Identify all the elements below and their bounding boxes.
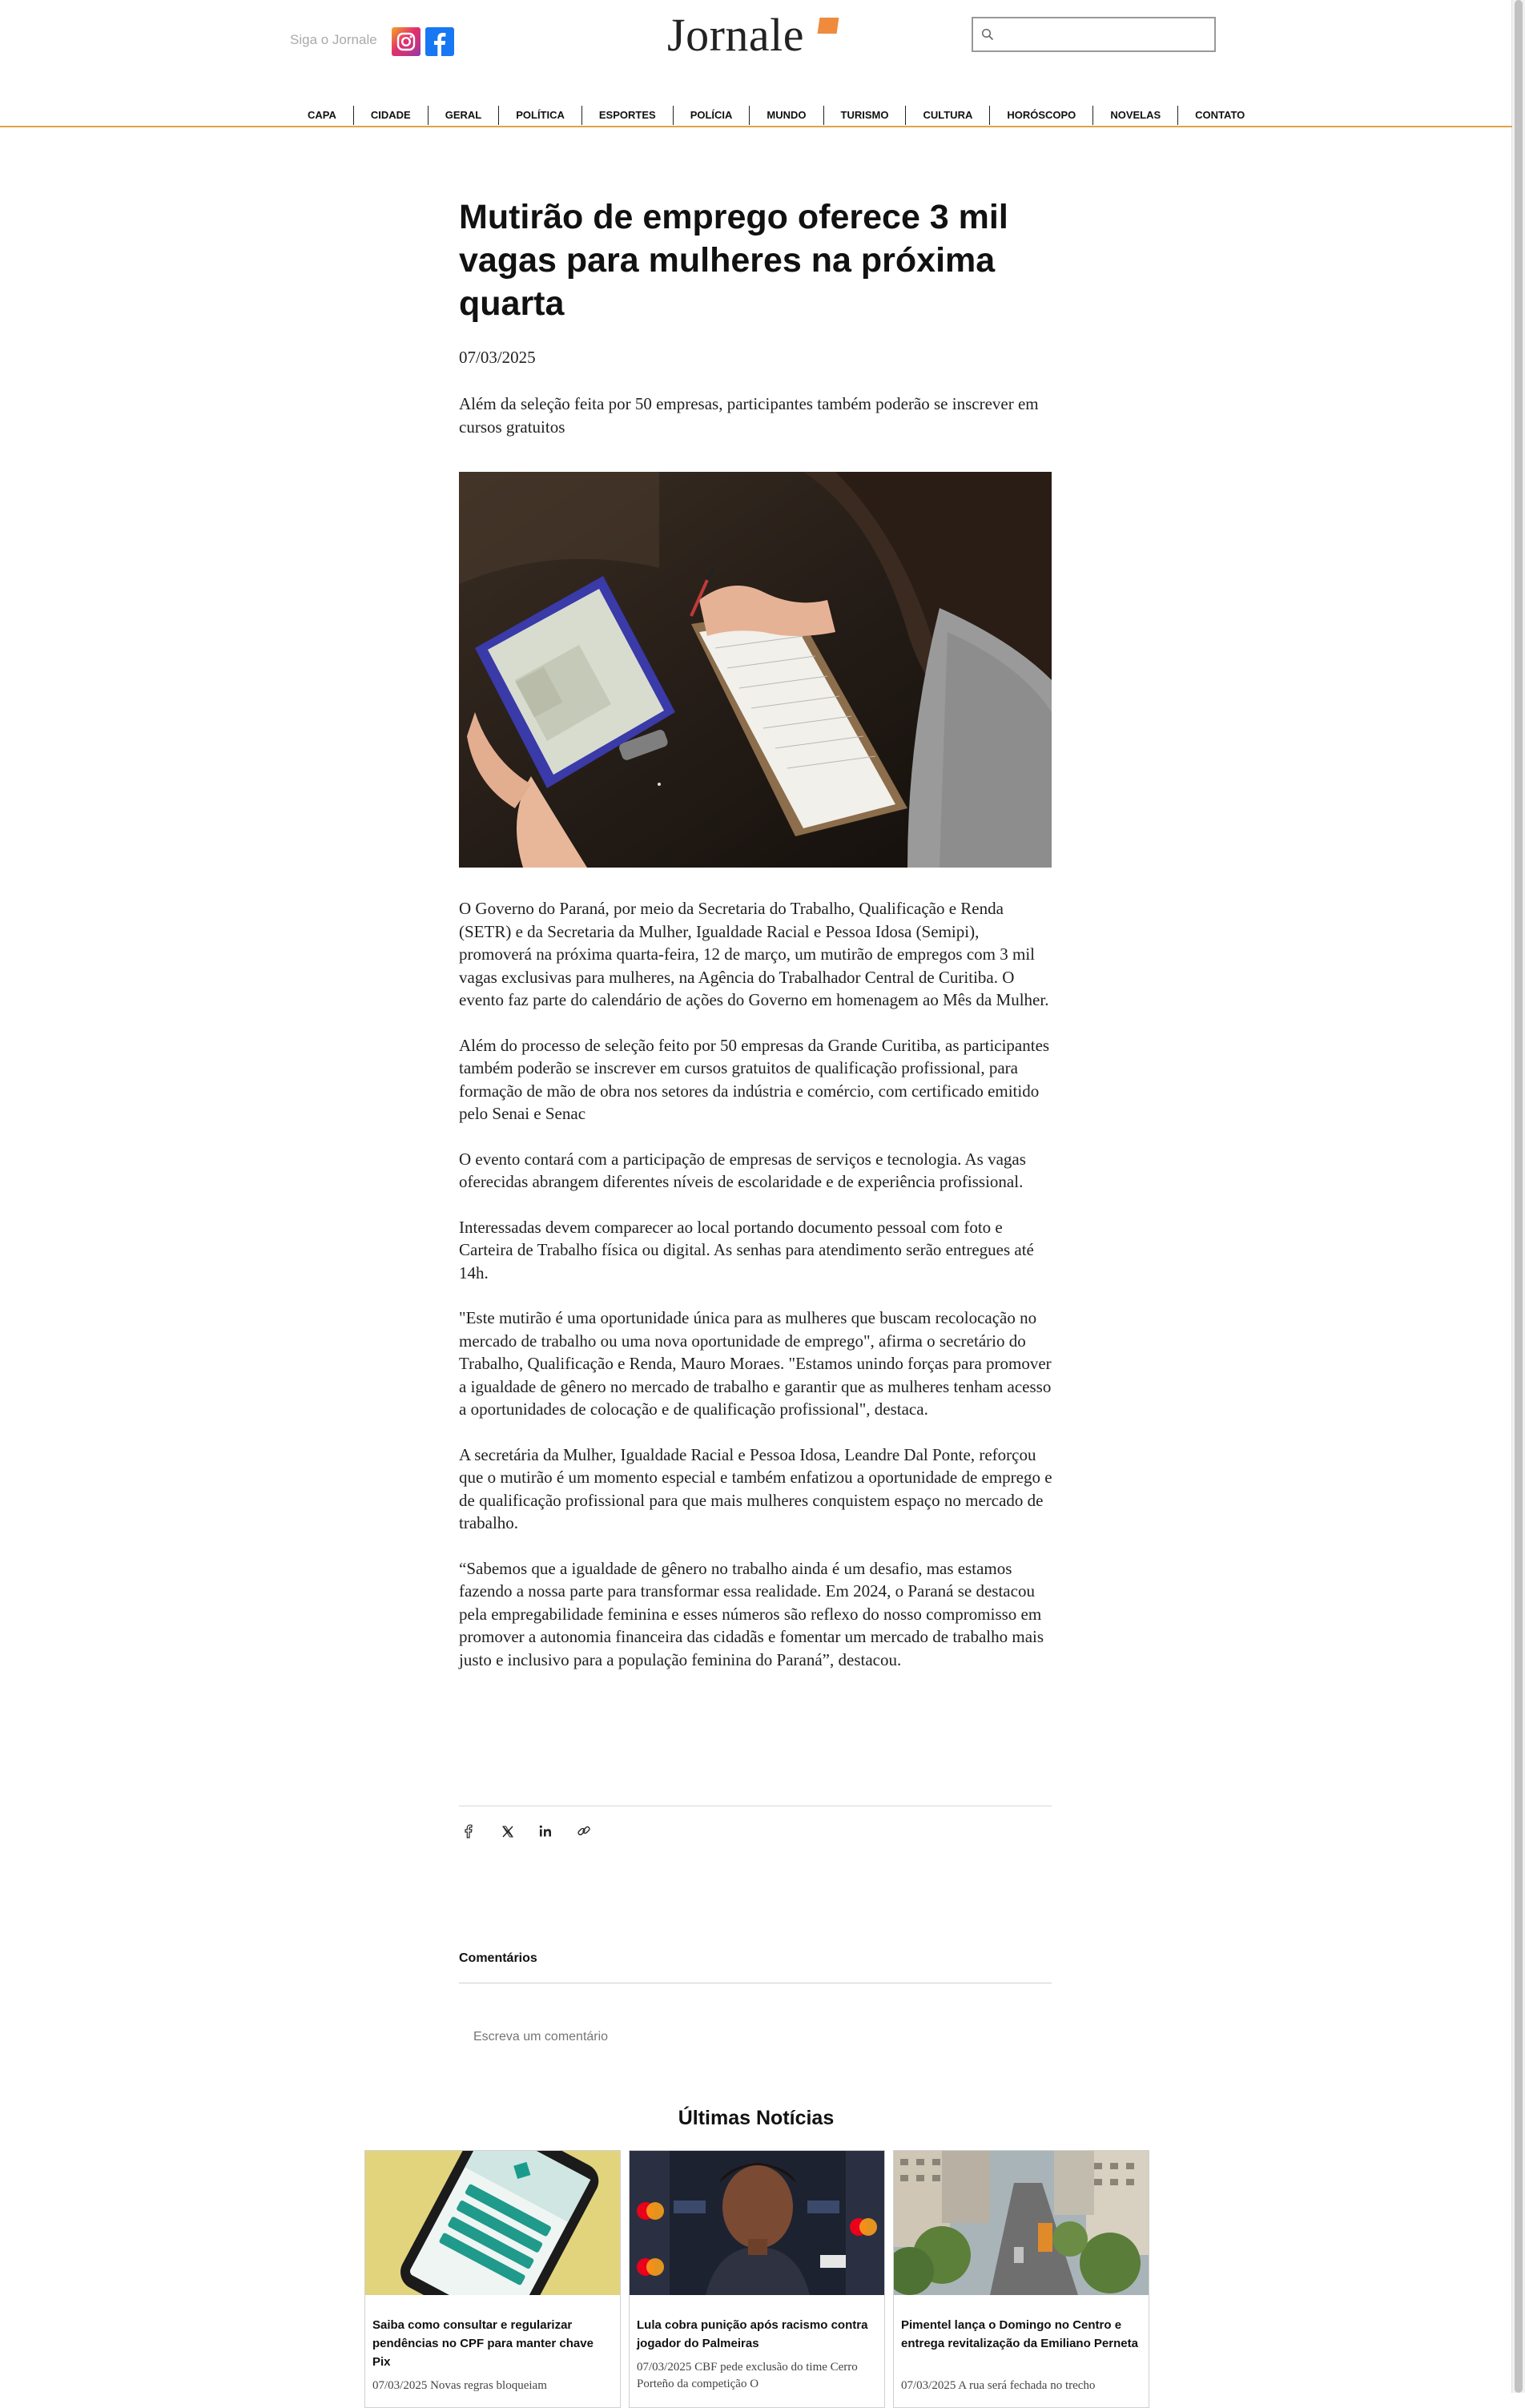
scrollbar-thumb[interactable]	[1515, 0, 1523, 2393]
article-paragraph: “Sabemos que a igualdade de gênero no trabalho ainda é um desafio, mas estamos fazendo a nossa parte para transformar essa realidade. Em 2024, o Paraná se destacou pela empregabilidade feminina e esses números são reflexo do nosso compromisso em promover a autonomia financeira das cidadãs e fomentar um mercado de trabalho mais justo e inclusivo para a população feminina do Paraná”, destacou.	[459, 1558, 1044, 1669]
news-card-excerpt: 07/03/2025 Novas regras bloqueiam	[372, 2379, 547, 2392]
news-card[interactable]	[629, 2150, 885, 2408]
linkedin-icon[interactable]	[537, 1823, 553, 1839]
x-icon[interactable]	[500, 1823, 516, 1839]
article-title: Mutirão de emprego oferece 3 mil vagas para mulheres na próxima quarta	[459, 198, 1008, 323]
nav-item-turismo[interactable]: TURISMO	[823, 106, 906, 125]
nav-item-cultura[interactable]: CULTURA	[905, 106, 989, 125]
news-card-title[interactable]: Saiba como consultar e regularizar pendências no CPF para manter chave Pix	[372, 2318, 594, 2369]
search-input[interactable]	[1000, 23, 1212, 47]
facebook-icon[interactable]	[461, 1823, 477, 1839]
search-icon	[981, 28, 994, 41]
header-divider	[0, 126, 1512, 127]
news-card-image	[365, 2151, 620, 2295]
news-card-title[interactable]: Pimentel lança o Domingo no Centro e entrega revitalização da Emiliano Perneta	[901, 2318, 1138, 2350]
main-nav	[301, 106, 1261, 125]
nav-item-novelas[interactable]: NOVELAS	[1092, 106, 1177, 125]
news-card-image	[630, 2151, 884, 2295]
article-paragraph: O Governo do Paraná, por meio da Secretaria do Trabalho, Qualificação e Renda (SETR) e da Secretaria da Mulher, Igualdade Racial e Pessoa Idosa (Semipi), promoverá na próxima quarta-feira, 12 de março, um mutirão de empregos com 3 mil vagas exclusivas para mulheres, na Agência do Trabalhador Central de Curitiba. O evento faz parte do calendário de ações do Governo em homenagem ao Mês da Mulher.	[459, 899, 1049, 1009]
nav-item-cidade[interactable]: CIDADE	[353, 106, 428, 125]
news-card-excerpt: 07/03/2025 CBF pede exclusão do time Cerro Porteño da competição O	[637, 2361, 858, 2390]
comments-title: Comentários	[459, 1951, 537, 1965]
page-scrollbar[interactable]	[1511, 0, 1525, 2393]
nav-item-esportes[interactable]: ESPORTES	[581, 106, 673, 125]
site-logo[interactable]: Jornale	[667, 9, 804, 61]
instagram-icon[interactable]	[392, 27, 420, 56]
news-card[interactable]	[364, 2150, 621, 2408]
nav-item-contato[interactable]: CONTATO	[1177, 106, 1261, 125]
article-paragraph: Interessadas devem comparecer ao local portando documento pessoal com foto e Carteira de Trabalho física ou digital. As senhas para atendimento serão entregues até 14h.	[459, 1217, 1034, 1283]
article-lede: Além da seleção feita por 50 empresas, participantes também poderão se inscrever em cursos gratuitos	[459, 394, 1039, 437]
latest-news-title: Últimas Notícias	[678, 2107, 835, 2129]
comment-input[interactable]	[472, 2027, 1036, 2048]
facebook-icon[interactable]	[425, 27, 454, 56]
article-paragraph: A secretária da Mulher, Igualdade Racial e Pessoa Idosa, Leandre Dal Ponte, reforçou que o mutirão é um momento especial e também enfatizou a oportunidade de emprego e de qualificação profissional para que mais mulheres conquistem espaço no mercado de trabalho.	[459, 1444, 1052, 1532]
nav-item-horoscopo[interactable]: HORÓSCOPO	[989, 106, 1092, 125]
nav-item-politica[interactable]: POLÍTICA	[498, 106, 581, 125]
article-body	[459, 897, 1056, 1693]
article-paragraph: Além do processo de seleção feito por 50 empresas da Grande Curitiba, as participantes também poderão se inscrever em cursos gratuitos de qualificação profissional, para formação de mão de obra nos setores da indústria e comércio, com certificado emitido pelo Senai e Senac	[459, 1035, 1050, 1123]
nav-item-geral[interactable]: GERAL	[428, 106, 499, 125]
follow-label: Siga o Jornale	[290, 32, 377, 47]
nav-item-policia[interactable]: POLÍCIA	[673, 106, 750, 125]
logo-badge	[818, 18, 839, 34]
news-card-title[interactable]: Lula cobra punição após racismo contra jogador do Palmeiras	[637, 2318, 868, 2350]
news-card-image	[894, 2151, 1149, 2295]
article-paragraph: "Este mutirão é uma oportunidade única para as mulheres que buscam recolocação no mercado de trabalho ou uma nova oportunidade de emprego", afirma o secretário do Trabalho, Qualificação e Renda, Mauro Moraes. "Estamos unindo forças para promover a igualdade de gênero no mercado de trabalho e garantir que as mulheres tenham acesso a oportunidades de colocação e de qualificação profissional", destaca.	[459, 1308, 1052, 1419]
article-paragraph: O evento contará com a participação de empresas de serviços e tecnologia. As vagas oferecidas abrangem diferentes níveis de escolaridade e de experiência profissional.	[459, 1149, 1026, 1191]
news-card[interactable]	[893, 2150, 1149, 2408]
news-card-excerpt: 07/03/2025 A rua será fechada no trecho	[901, 2379, 1096, 2392]
search-box[interactable]	[972, 17, 1216, 52]
nav-item-mundo[interactable]: MUNDO	[749, 106, 823, 125]
link-icon[interactable]	[576, 1823, 592, 1839]
nav-item-capa[interactable]: CAPA	[308, 109, 336, 121]
article-hero-image	[459, 472, 1052, 868]
article-date: 07/03/2025	[459, 348, 536, 367]
